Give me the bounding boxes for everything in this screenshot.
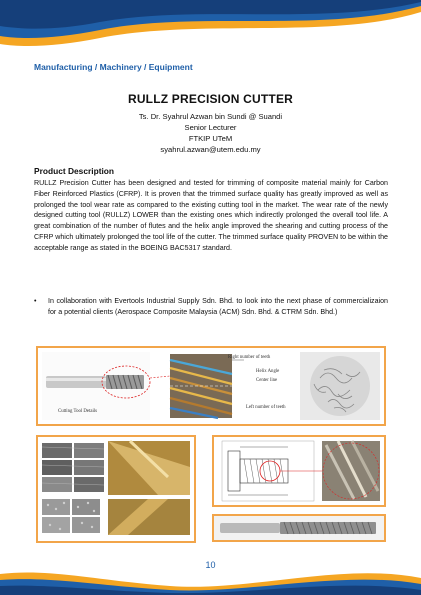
author-name: Ts. Dr. Syahrul Azwan bin Sundi @ Suandi <box>138 112 283 121</box>
author-email: syahrul.azwan@utem.edu.my <box>160 145 261 154</box>
micrograph-illustration <box>38 437 194 541</box>
tool-side-view-figure <box>212 514 386 542</box>
tool-drawing-illustration <box>214 437 384 505</box>
section-title: Product Description <box>34 166 115 176</box>
tool-drawing-figure <box>212 435 386 507</box>
helix-angle-label: Helix Angle <box>256 369 280 374</box>
bullet-icon: • <box>34 297 37 305</box>
left-teeth-label: Left number of teeth <box>246 405 286 410</box>
cutting-tool-figure <box>36 346 386 426</box>
author-role: Senior Lecturer <box>184 123 237 132</box>
right-teeth-label: Right number of teeth <box>228 355 271 360</box>
cutting-tool-illustration <box>38 348 384 424</box>
bullet-item <box>34 296 388 318</box>
footer-wave-decoration <box>0 548 421 595</box>
product-description: RULLZ Precision Cutter has been designed and tested for trimming of composite material mainly for Carbon Fiber Reinforced Plastics (CFRP). It is proven that the trimmed surface quality has greatly improved as well as prolonged the tool wear rate as compared to the existing cutting tool in the market. The wear rate of the newly designed cutting tool (RULLZ) LOWER than the existing ones which indirectly prolonged the overall tool life. A great combination of the number of flutes and the helix angle improved the shearing and cutting process of the CFRP which ultimately prolonged the tool life of the cutter. The trimmed surface quality PROVEN to be within the acceptable range as stated in the BOEING BAC5317 standard. <box>34 179 388 252</box>
author-faculty: FTKIP UTeM <box>188 134 233 143</box>
center-line-label: Center line <box>256 378 278 383</box>
tool-side-view-illustration <box>214 516 384 540</box>
page-number: 10 <box>205 560 216 570</box>
surface-micrograph-figure <box>36 435 196 543</box>
bullet-text: In collaboration with Evertools Industrial Supply Sdn. Bhd. to look into the next phase of commercializaion for a potential clients (Aerospace Composite Malaysia (ACM) Sdn. Bhd. & CTRM Sdn. Bhd.) <box>48 297 388 316</box>
header-wave-decoration <box>0 0 421 70</box>
article-title: RULLZ PRECISION CUTTER <box>127 92 294 106</box>
cutting-tool-details-label: Cutting Tool Details <box>58 409 98 414</box>
category-heading: Manufacturing / Machinery / Equipment <box>34 62 193 72</box>
